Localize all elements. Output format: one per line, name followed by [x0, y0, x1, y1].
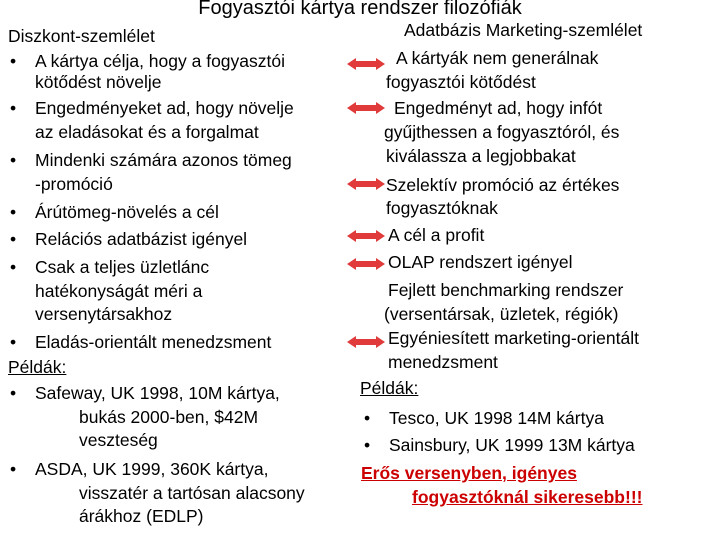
left-example-5: visszatér a tartósan alacsony [79, 483, 305, 503]
left-example-1: Safeway, UK 1998, 10M kártya, [35, 383, 280, 403]
emphasis-line-1: Erős versenyben, igényes [361, 463, 577, 483]
left-line-11: versenytársakhoz [35, 304, 173, 324]
bullet-icon: • [364, 408, 371, 428]
left-example-4: ASDA, UK 1999, 360K kártya, [35, 459, 269, 479]
bullet-icon: • [10, 51, 17, 71]
left-line-3: Engedményeket ad, hogy növelje [35, 98, 294, 118]
emphasis-line-2: fogyasztóknál sikeresebb!!! [412, 487, 643, 507]
left-example-6: árákhoz (EDLP) [79, 506, 204, 526]
slide-title: Fogyasztói kártya rendszer filozófiák [198, 0, 522, 19]
bullet-icon: • [364, 435, 371, 455]
left-heading: Diszkont-szemlélet [8, 26, 155, 46]
bullet-icon: • [10, 257, 17, 277]
right-line-2: fogyasztói kötődést [386, 72, 536, 92]
bullet-icon: • [10, 332, 17, 352]
right-line-11: (versentársak, üzletek, régiók) [384, 304, 619, 324]
left-line-9: Csak a teljes üzletlánc [35, 257, 210, 277]
left-line-7: Árútömeg-növelés a cél [35, 202, 219, 222]
right-line-6: Szelektív promóció az értékes [386, 175, 620, 195]
right-examples-heading: Példák: [360, 378, 419, 398]
left-line-2: kötődést növelje [35, 72, 162, 92]
right-line-1: A kártyák nem generálnak [396, 48, 599, 68]
left-line-4: az eladásokat és a forgalmat [35, 122, 259, 142]
right-line-3: Engedményt ad, hogy infót [394, 98, 603, 118]
left-line-12: Eladás-orientált menedzsment [35, 332, 272, 352]
double-arrow-icon [347, 258, 385, 270]
right-line-9: OLAP rendszert igényel [388, 252, 573, 272]
left-line-5: Mindenki számára azonos tömeg [35, 150, 292, 170]
left-line-6: -promóció [35, 174, 113, 194]
right-line-10: Fejlett benchmarking rendszer [388, 280, 624, 300]
bullet-icon: • [10, 98, 17, 118]
left-examples-heading: Példák: [8, 357, 67, 377]
double-arrow-icon [347, 178, 385, 190]
bullet-icon: • [10, 459, 17, 479]
bullet-icon: • [10, 383, 17, 403]
left-line-1: A kártya célja, hogy a fogyasztói [35, 51, 285, 71]
left-example-3: veszteség [79, 430, 158, 450]
double-arrow-icon [347, 58, 385, 70]
double-arrow-icon [347, 102, 385, 114]
left-example-2: bukás 2000-ben, $42M [79, 407, 259, 427]
double-arrow-icon [347, 336, 385, 348]
right-line-13: menedzsment [388, 352, 498, 372]
right-example-1: Tesco, UK 1998 14M kártya [389, 408, 604, 428]
left-line-8: Relációs adatbázist igényel [35, 229, 248, 249]
bullet-icon: • [10, 229, 17, 249]
right-line-12: Egyéniesített marketing-orientált [388, 328, 639, 348]
left-line-10: hatékonyságát méri a [35, 281, 203, 301]
double-arrow-icon [347, 230, 385, 242]
bullet-icon: • [10, 150, 17, 170]
bullet-icon: • [10, 202, 17, 222]
right-line-5: kiválassza a legjobbakat [386, 146, 576, 166]
right-example-2: Sainsbury, UK 1999 13M kártya [389, 435, 635, 455]
right-line-4: gyűjthessen a fogyasztóról, és [384, 122, 620, 142]
right-line-8: A cél a profit [388, 225, 485, 245]
right-heading: Adatbázis Marketing-szemlélet [404, 20, 643, 40]
right-line-7: fogyasztóknak [386, 198, 498, 218]
